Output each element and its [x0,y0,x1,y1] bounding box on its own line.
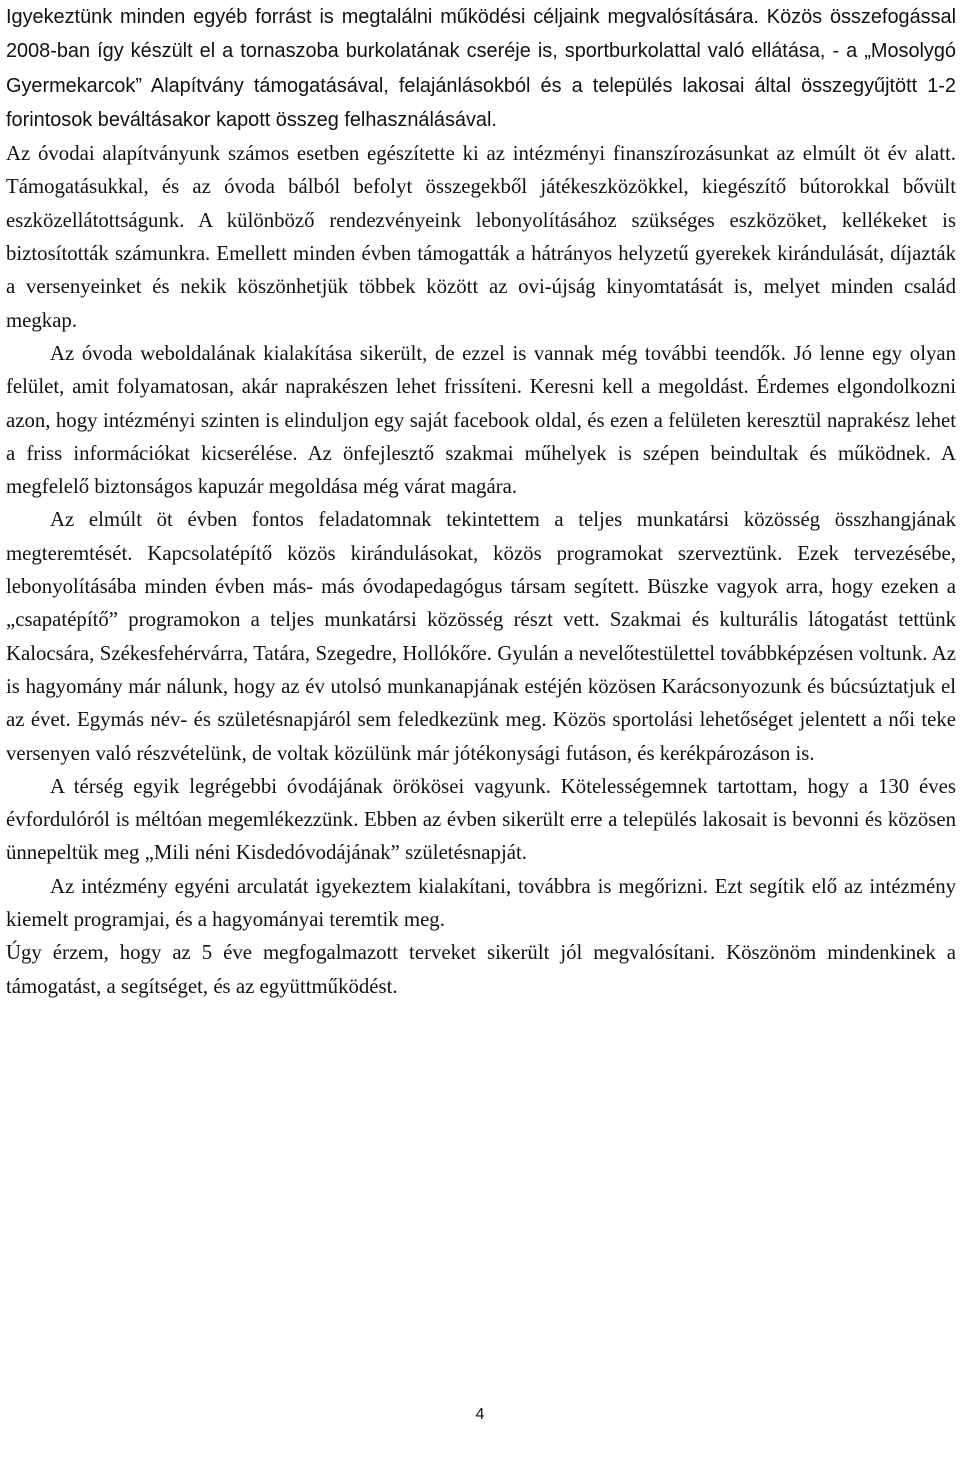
paragraph-closing: Úgy érzem, hogy az 5 éve megfogalmazott terveket sikerült jól megvalósítani. Köszönöm mindenkinek a támogatást, a segítséget, és az együttműködést. [6,941,956,998]
paragraph-foundation: Az óvodai alapítványunk számos esetben egészítette ki az intézményi finanszírozásunkat az elmúlt öt év alatt. Támogatásukkal, és az óvoda bálból befolyt összegekből játékeszközökkel, kiegészítő bútorokkal bővült eszközellátottságunk. A különböző rendezvényeink lebonyolításához szükséges eszközöket, kellékeket is biztosították számunkra. Emellett minden évben támogatták a hátrányos helyzetű gyerekek kirándulását, díjazták a versenyeinket és nekik köszönhetjük többek között az ovi-újság kinyomtatását is, melyet minden család megkap. [6,142,956,332]
page-number: 4 [475,1406,485,1423]
paragraph-website: Az óvoda weboldalának kialakítása sikerült, de ezzel is vannak még további teendők. Jó lenne egy olyan felület, amit folyamatosan, akár naprakészen lehet frissíteni. Keresni kell a megoldást. Érdemes elgondolkozni azon, hogy intézményi szinten is elinduljon egy saját facebook oldal, és ezen a felületen keresztül naprakész lehet a friss információkat kicserélése. Az önfejlesztő szakmai műhelyek is szépen beindultak és működnek. A megfelelő biztonságos kapuzár megoldása még várat magára. [6,341,956,499]
paragraph-identity: Az intézmény egyéni arculatát igyekeztem kialakítani, továbbra is megőrizni. Ezt segítik elő az intézmény kiemelt programjai, és a hagyományai teremtik meg. [6,874,956,932]
paragraph-funding-sources [6,0,956,137]
document-page [6,0,956,1003]
paragraph-body-text: Közös összefogással 2008-ban így készült el a tornaszoba burkolatának cseréje is, sportburkolattal való ellátása, - a „Mosolygó Gyermekarcok” Alapítvány támogatásával, felajánlásokból és a település lakosai által összegyűjtött 1-2 forintosok beváltásakor kapott összeg felhasználásával. [6,6,957,131]
paragraph-anniversary: A térség egyik legrégebbi óvodájának örökösei vagyunk. Kötelességemnek tartottam, hogy a 130 éves évfordulóról is méltóan megemlékezzünk. Ebben az évben sikerült erre a település lakosait is bevonni és közösen ünnepeltük meg „Mili néni Kisdedóvodájának” születésnapját. [6,774,956,865]
paragraph-community: Az elmúlt öt évben fontos feladatomnak tekintettem a teljes munkatársi közösség összhangjának megteremtését. Kapcsolatépítő közös kirándulásokat, közös programokat szerveztünk. Ezek tervezésébe, lebonyolításába minden évben más- más óvodapedagógus társam segített. Büszke vagyok arra, hogy ezeken a „csapatépítő” programokon a teljes munkatársi közösség részt vett. Szakmai és kulturális látogatást tettünk Kalocsára, Székesfehérvárra, Tatára, Szegedre, Hollókőre. Gyulán a nevelőtestülettel továbbképzésen voltunk. Az is hagyomány már nálunk, hogy az év utolsó munkanapjának estéjén közösen Karácsonyozunk és búcsúztatjuk el az évet. Egymás név- és születésnapjáról sem feledkezünk meg. Közös sportolási lehetőséget jelentett a női teke versenyen való részvételünk, de voltak közülünk már jótékonysági futáson, és kerékpározáson is. [6,508,956,765]
paragraph-lead-sentence: Igyekeztünk minden egyéb forrást is megtalálni működési céljaink megvalósítására. [6,6,759,28]
